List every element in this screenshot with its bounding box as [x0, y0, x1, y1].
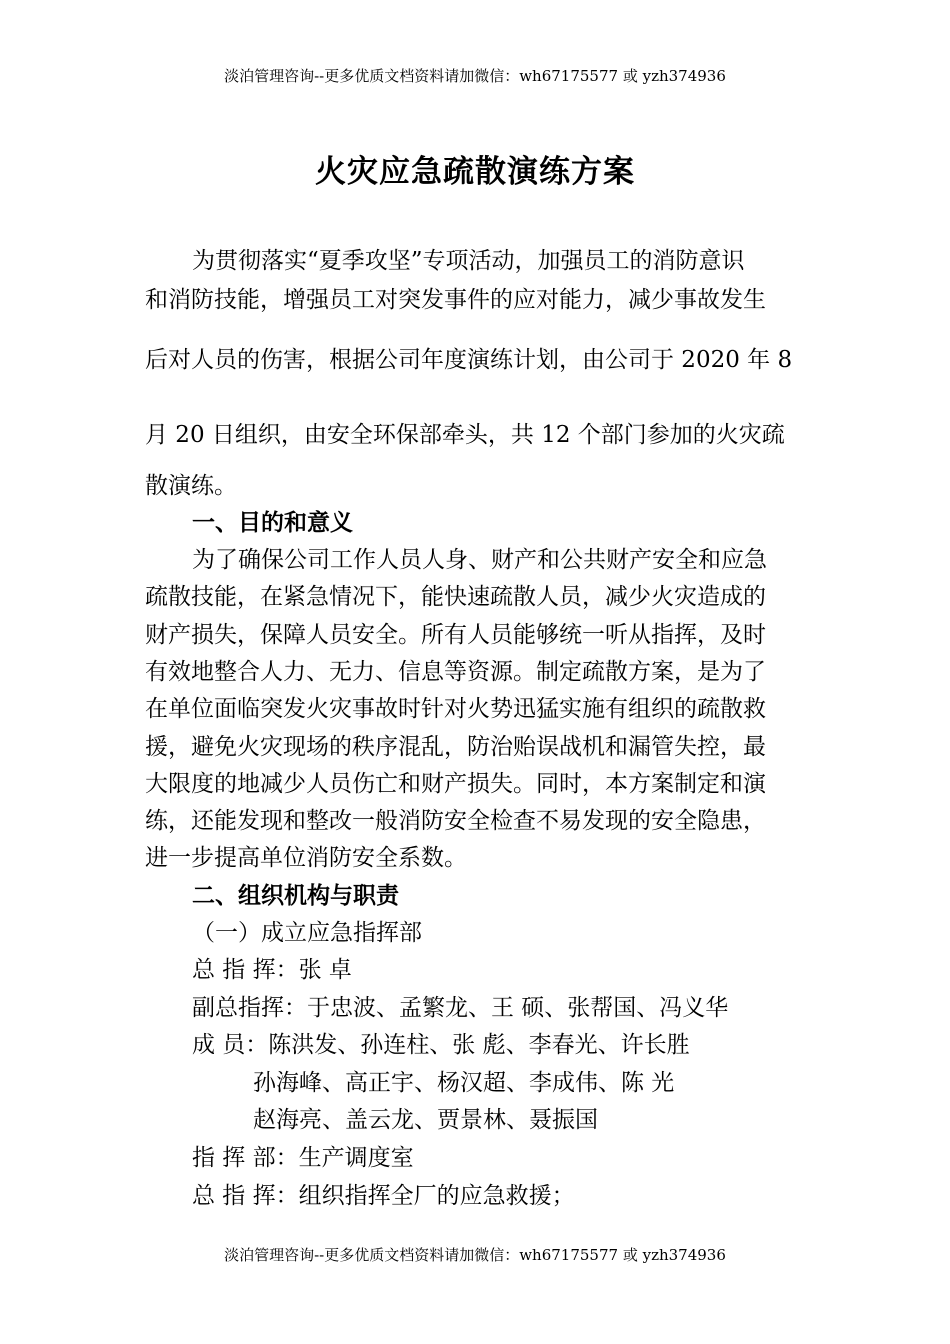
intro-line-3: 后对人员的伤害，根据公司年度演练计划，由公司于 2020 年 8	[145, 347, 793, 373]
commander-duty-line: 总 指 挥：组织指挥全厂的应急救援；	[192, 1183, 575, 1209]
intro-line-1: 为贯彻落实“夏季攻坚”专项活动，加强员工的消防意识	[192, 248, 745, 274]
deputy-commander-line: 副总指挥：于忠波、孟繁龙、王 硕、张帮国、冯义华	[192, 995, 729, 1021]
members-line-2: 孙海峰、高正宇、杨汉超、李成伟、陈 光	[253, 1070, 675, 1096]
section1-line-1: 为了确保公司工作人员人身、财产和公共财产安全和应急	[192, 547, 767, 573]
page-header: 淡泊管理咨询--更多优质文档资料请加微信：wh67175577 或 yzh374936	[224, 67, 726, 85]
section1-line-3: 财产损失，保障人员安全。所有人员能够统一听从指挥，及时	[145, 622, 766, 648]
members-line-3: 赵海亮、盖云龙、贾景林、聂振国	[253, 1107, 598, 1133]
document-title: 火灾应急疏散演练方案	[315, 154, 635, 190]
section1-line-5: 在单位面临突发火灾事故时针对火势迅猛实施有组织的疏散救	[145, 696, 766, 722]
headquarters-line: 指 挥 部：生产调度室	[192, 1145, 414, 1171]
section1-line-4: 有效地整合人力、无力、信息等资源。制定疏散方案，是为了	[145, 659, 766, 685]
commander-line: 总 指 挥：张 卓	[192, 957, 352, 983]
section1-heading: 一、目的和意义	[192, 509, 353, 536]
intro-line-4: 月 20 日组织，由安全环保部牵头，共 12 个部门参加的火灾疏	[145, 422, 785, 448]
page-footer: 淡泊管理咨询--更多优质文档资料请加微信：wh67175577 或 yzh374936	[224, 1246, 726, 1264]
section1-line-8: 练，还能发现和整改一般消防安全检查不易发现的安全隐患，	[145, 808, 766, 834]
section2-heading: 二、组织机构与职责	[192, 882, 399, 909]
intro-line-2: 和消防技能，增强员工对突发事件的应对能力，减少事故发生	[145, 287, 766, 313]
section1-line-7: 大限度的地减少人员伤亡和财产损失。同时，本方案制定和演	[145, 771, 766, 797]
section2-subheading: （一）成立应急指挥部	[192, 920, 422, 946]
section1-line-6: 援，避免火灾现场的秩序混乱，防治贻误战机和漏管失控，最	[145, 734, 766, 760]
members-line-1: 成 员：陈洪发、孙连柱、张 彪、李春光、许长胜	[192, 1032, 690, 1058]
section1-line-2: 疏散技能，在紧急情况下，能快速疏散人员，减少火灾造成的	[145, 584, 766, 610]
intro-line-5: 散演练。	[145, 473, 237, 499]
section1-line-9: 进一步提高单位消防安全系数。	[145, 845, 467, 871]
